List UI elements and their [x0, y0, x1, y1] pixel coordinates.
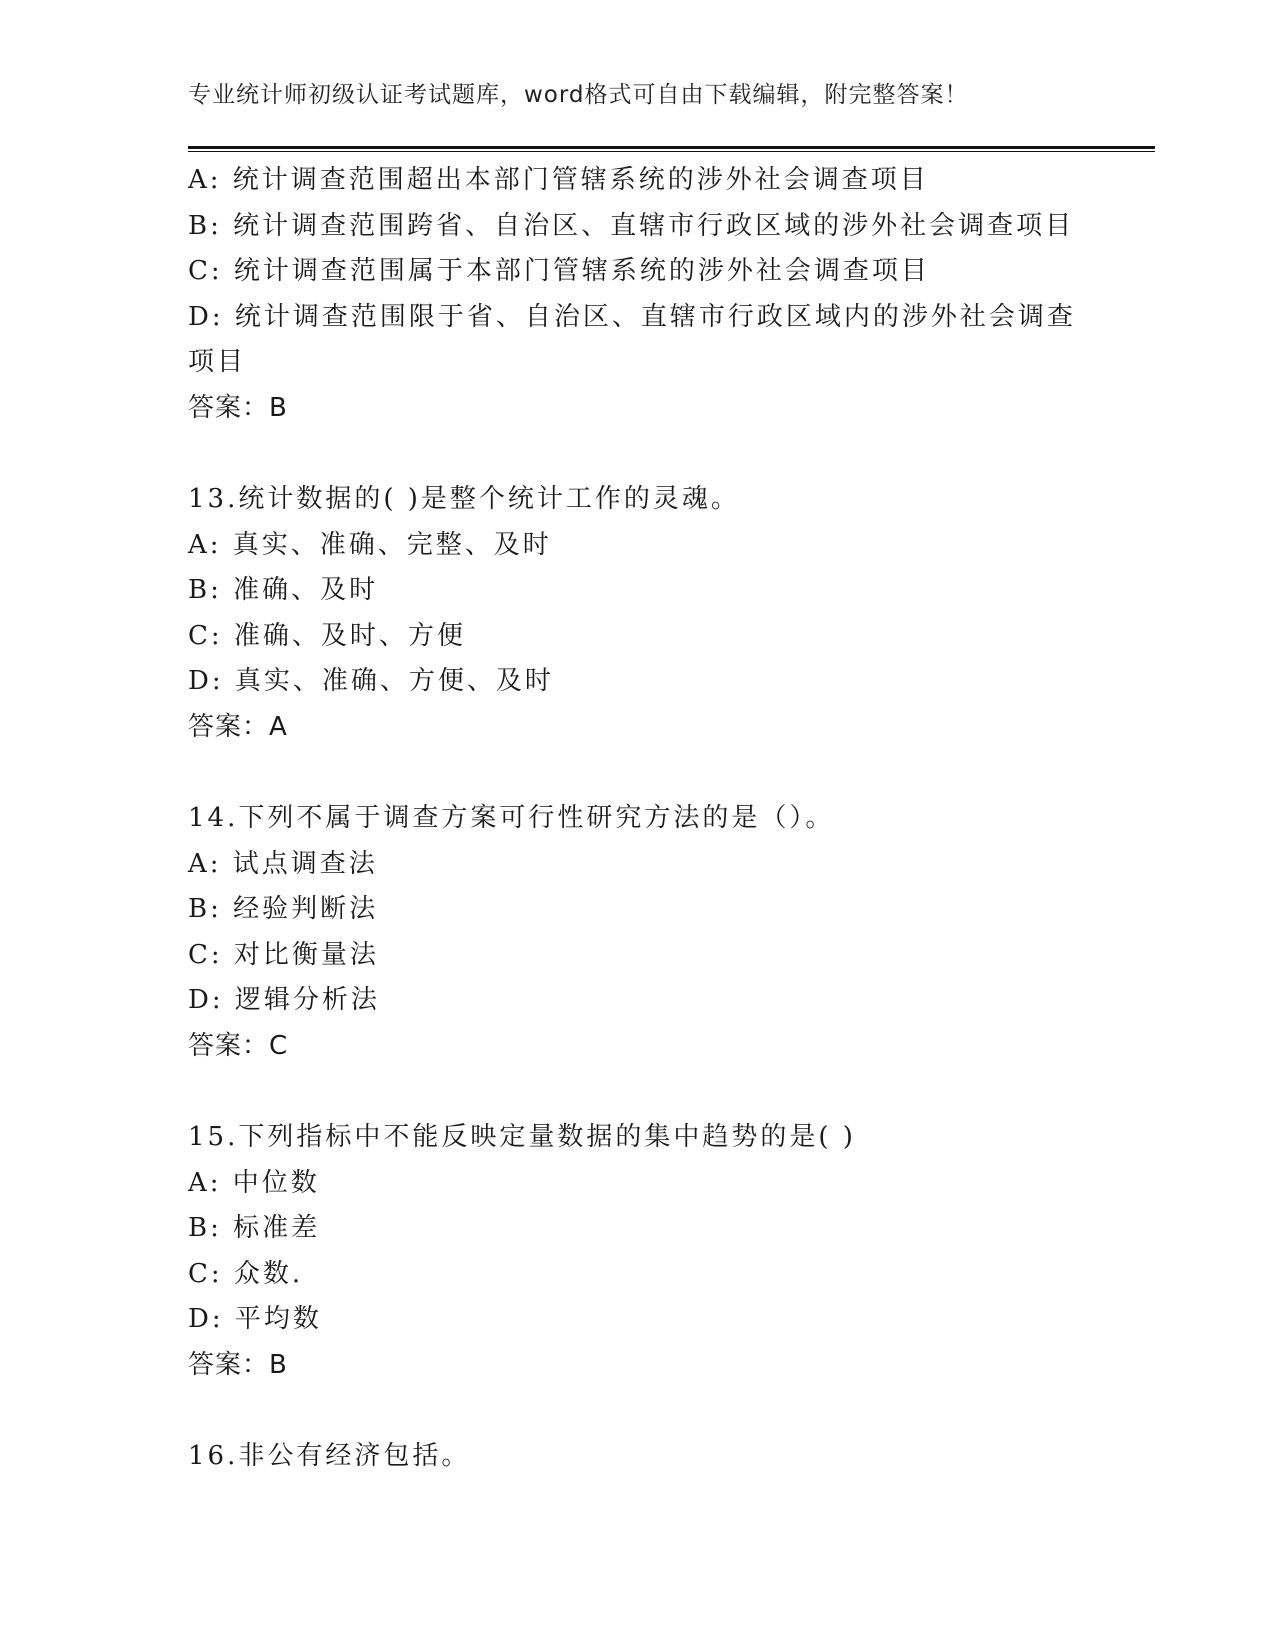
- option-b: B: 准确、及时: [188, 575, 379, 605]
- option-a: A: 真实、准确、完整、及时: [188, 529, 552, 560]
- question-block-14: [188, 796, 1088, 1069]
- question-content: [188, 158, 1088, 1480]
- question-stem: 13.统计数据的( )是整个统计工作的灵魂。: [188, 484, 740, 514]
- option-a: A: 统计调查范围超出本部门管辖系统的涉外社会调查项目: [188, 165, 929, 195]
- spacer: [188, 431, 1088, 477]
- answer-line: 答案：A: [188, 711, 288, 742]
- answer-line: 答案：C: [188, 1030, 289, 1061]
- option-d: D: 统计调查范围限于省、自治区、直辖市行政区域内的涉外社会调查: [188, 301, 1076, 332]
- option-c: C: 众数.: [188, 1258, 304, 1289]
- question-stem: 14.下列不属于调查方案可行性研究方法的是（）。: [188, 803, 835, 833]
- spacer: [188, 750, 1088, 796]
- option-d: D: 平均数: [188, 1304, 322, 1334]
- option-d: D: 逻辑分析法: [188, 985, 380, 1015]
- option-b: B: 标准差: [188, 1213, 321, 1243]
- question-block-16: [188, 1434, 1088, 1480]
- answer-line: 答案：B: [188, 1349, 288, 1380]
- option-d: D: 真实、准确、方便、及时: [188, 666, 554, 696]
- question-stem: 15.下列指标中不能反映定量数据的集中趋势的是( ): [188, 1122, 856, 1152]
- question-block-13: [188, 477, 1088, 750]
- option-a: A: 试点调查法: [188, 848, 378, 879]
- header-rule: [188, 146, 1155, 152]
- page-header: 专业统计师初级认证考试题库，word格式可自由下载编辑，附完整答案！: [188, 82, 969, 108]
- spacer: [188, 1388, 1088, 1434]
- option-c: C: 统计调查范围属于本部门管辖系统的涉外社会调查项目: [188, 256, 930, 286]
- option-c: C: 对比衡量法: [188, 939, 379, 970]
- question-stem: 16.非公有经济包括。: [188, 1441, 471, 1471]
- answer-line: 答案：B: [188, 392, 288, 423]
- spacer: [188, 1069, 1088, 1115]
- option-b: B: 经验判断法: [188, 894, 379, 924]
- question-block-15: [188, 1115, 1088, 1388]
- option-d-continued: 项目: [188, 347, 247, 377]
- option-a: A: 中位数: [188, 1167, 320, 1198]
- question-block-12: [188, 158, 1088, 431]
- option-b: B: 统计调查范围跨省、自治区、直辖市行政区域的涉外社会调查项目: [188, 210, 1075, 241]
- option-c: C: 准确、及时、方便: [188, 620, 466, 651]
